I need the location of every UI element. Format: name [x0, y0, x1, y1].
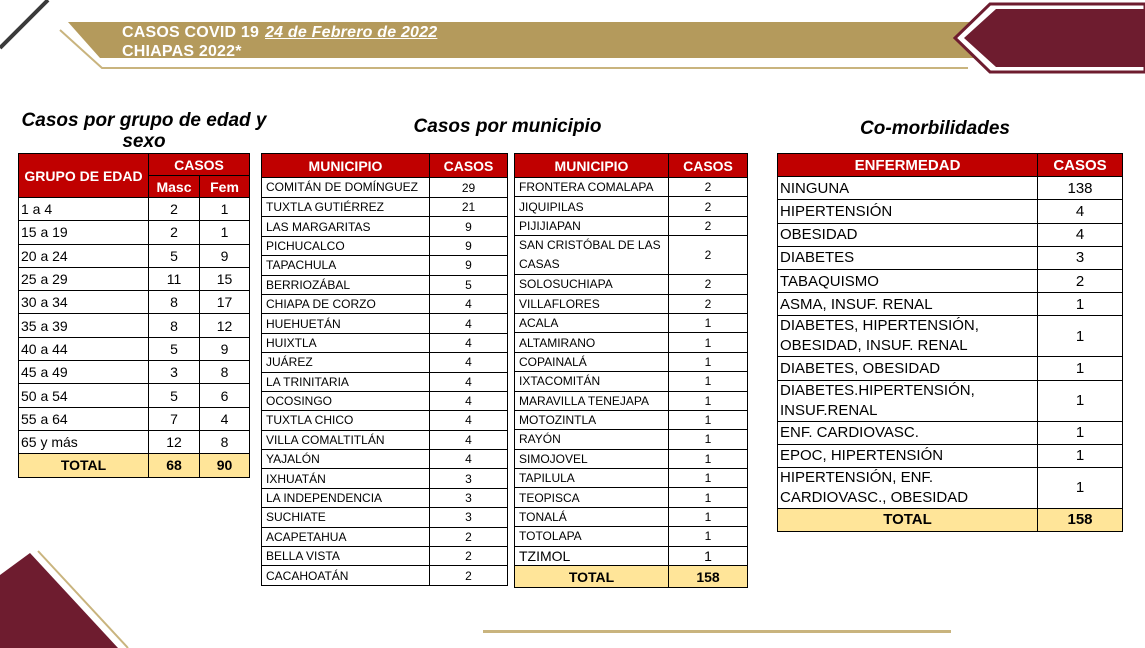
fem-count: 1: [200, 221, 250, 244]
total-label: TOTAL: [778, 508, 1038, 531]
municipio-section-title: Casos por municipio: [413, 116, 602, 137]
table-row: [515, 469, 748, 488]
table-row: [262, 275, 508, 294]
disease-name: DIABETES, HIPERTENSIÓN, OBESIDAD, INSUF. RENAL: [778, 316, 1038, 357]
table-row: [19, 198, 250, 221]
table-row: [515, 488, 748, 507]
comorbidity-section-title: Co-morbilidades: [860, 118, 1010, 139]
disease-cases: 1: [1038, 380, 1123, 421]
fem-count: 12: [200, 314, 250, 337]
masc-count: 3: [149, 361, 200, 384]
table-row: [515, 313, 748, 332]
corner-decoration: [0, 545, 130, 648]
municipio-cases: 2: [669, 294, 748, 313]
municipio-name: MARAVILLA TENEJAPA: [515, 391, 669, 410]
municipio-cases: 2: [669, 197, 748, 216]
table-row: [778, 177, 1123, 200]
municipio-cases: 4: [430, 294, 508, 313]
municipio-cases: 29: [430, 178, 508, 198]
age-group: 50 a 54: [19, 384, 149, 407]
col-header-masc: Masc: [149, 176, 200, 198]
disease-name: EPOC, HIPERTENSIÓN: [778, 444, 1038, 467]
municipio-name: HUEHUETÁN: [262, 314, 430, 333]
table-row: [515, 507, 748, 526]
table-row: [262, 469, 508, 488]
disease-cases: 2: [1038, 269, 1123, 292]
age-group: 30 a 34: [19, 291, 149, 314]
table-row: [515, 372, 748, 391]
table-row: [19, 337, 250, 360]
table-row: [262, 488, 508, 507]
disease-cases: 1: [1038, 316, 1123, 357]
disease-name: DIABETES: [778, 246, 1038, 269]
fem-count: 9: [200, 337, 250, 360]
disease-name: TABAQUISMO: [778, 269, 1038, 292]
fem-count: 15: [200, 267, 250, 290]
table-row: [778, 380, 1123, 421]
municipio-cases: 2: [430, 566, 508, 585]
title-line1: CASOS COVID 19: [122, 24, 260, 41]
table-row: [515, 391, 748, 410]
table-row: [262, 411, 508, 430]
masc-count: 2: [149, 221, 200, 244]
age-group: 15 a 19: [19, 221, 149, 244]
total-value: 158: [669, 566, 748, 588]
table-row: [19, 244, 250, 267]
disease-cases: 3: [1038, 246, 1123, 269]
table-row: [262, 391, 508, 410]
municipio-name: VILLAFLORES: [515, 294, 669, 313]
municipio-name: TAPACHULA: [262, 256, 430, 275]
table-row: [515, 178, 748, 197]
col-header-casos: CASOS: [430, 154, 508, 178]
table-row: [515, 430, 748, 449]
disease-cases: 1: [1038, 444, 1123, 467]
table-row: [19, 361, 250, 384]
municipio-cases: 9: [430, 236, 508, 255]
municipio-cases: 4: [430, 450, 508, 469]
municipio-name: ACALA: [515, 313, 669, 332]
municipio-cases: 2: [669, 275, 748, 294]
table-row: [262, 314, 508, 333]
municipio-name: TUXTLA GUTIÉRREZ: [262, 198, 430, 217]
municipio-name: TOTOLAPA: [515, 527, 669, 546]
municipio-cases: 1: [669, 372, 748, 391]
municipio-total-row: [515, 566, 748, 588]
total-masc: 68: [149, 454, 200, 477]
age-group: 35 a 39: [19, 314, 149, 337]
municipio-cases: 1: [669, 352, 748, 371]
col-header-casos: CASOS: [669, 154, 748, 178]
table-row: [778, 269, 1123, 292]
table-row: [778, 316, 1123, 357]
municipio-cases: 4: [430, 430, 508, 449]
age-sex-table: [18, 153, 250, 478]
municipio-cases: 2: [669, 216, 748, 235]
disease-name: ASMA, INSUF. RENAL: [778, 293, 1038, 316]
table-row: [778, 421, 1123, 444]
municipio-cases: 1: [669, 488, 748, 507]
fem-count: 9: [200, 244, 250, 267]
municipio-name: RAYÓN: [515, 430, 669, 449]
age-section-title: Casos por grupo de edad y sexo: [21, 110, 267, 152]
table-row: [515, 275, 748, 294]
table-row: [262, 508, 508, 527]
municipio-name: OCOSINGO: [262, 391, 430, 410]
table-row: [515, 197, 748, 216]
age-group: 20 a 24: [19, 244, 149, 267]
municipio-cases: 9: [430, 217, 508, 236]
municipio-name: TZIMOL: [515, 546, 669, 565]
municipio-cases: 3: [430, 469, 508, 488]
table-row: [262, 450, 508, 469]
fem-count: 8: [200, 361, 250, 384]
disease-name: OBESIDAD: [778, 223, 1038, 246]
total-label: TOTAL: [19, 454, 149, 477]
age-group: 45 a 49: [19, 361, 149, 384]
municipio-name: IXTACOMITÁN: [515, 372, 669, 391]
age-group: 1 a 4: [19, 198, 149, 221]
municipio-cases: 2: [669, 178, 748, 197]
table-row: [515, 546, 748, 565]
municipio-name: TUXTLA CHICO: [262, 411, 430, 430]
col-header-fem: Fem: [200, 176, 250, 198]
table-row: [515, 527, 748, 546]
municipio-cases: 1: [669, 527, 748, 546]
municipio-cases: 9: [430, 256, 508, 275]
table-row: [515, 236, 748, 275]
table-row: [262, 256, 508, 275]
municipio-name: SUCHIATE: [262, 508, 430, 527]
municipio-name: VILLA COMALTITLÁN: [262, 430, 430, 449]
municipio-name: COMITÁN DE DOMÍNGUEZ: [262, 178, 430, 198]
disease-cases: 1: [1038, 293, 1123, 316]
total-fem: 90: [200, 454, 250, 477]
municipio-name: TEOPISCA: [515, 488, 669, 507]
table-row: [778, 444, 1123, 467]
table-row: [262, 566, 508, 585]
municipio-name: JUÁREZ: [262, 353, 430, 372]
age-group: 65 y más: [19, 430, 149, 453]
table-row: [262, 527, 508, 546]
table-row: [19, 221, 250, 244]
municipio-table-right: [514, 153, 748, 588]
municipio-name: YAJALÓN: [262, 450, 430, 469]
municipio-table-left: [261, 153, 508, 586]
disease-cases: 138: [1038, 177, 1123, 200]
header-banner: [0, 0, 1145, 80]
fem-count: 4: [200, 407, 250, 430]
municipio-name: PIJIJIAPAN: [515, 216, 669, 235]
municipio-cases: 3: [430, 488, 508, 507]
table-row: [262, 198, 508, 217]
disease-name: ENF. CARDIOVASC.: [778, 421, 1038, 444]
municipio-cases: 2: [430, 547, 508, 566]
masc-count: 8: [149, 314, 200, 337]
masc-count: 7: [149, 407, 200, 430]
fem-count: 6: [200, 384, 250, 407]
age-group: 55 a 64: [19, 407, 149, 430]
municipio-cases: 4: [430, 333, 508, 352]
table-row: [515, 333, 748, 352]
table-row: [262, 217, 508, 236]
municipio-name: TONALÁ: [515, 507, 669, 526]
disease-name: HIPERTENSIÓN: [778, 200, 1038, 223]
municipio-cases: 1: [669, 391, 748, 410]
municipio-cases: 1: [669, 449, 748, 468]
disease-cases: 1: [1038, 357, 1123, 380]
disease-cases: 1: [1038, 467, 1123, 508]
municipio-cases: 1: [669, 313, 748, 332]
municipio-cases: 2: [669, 236, 748, 275]
disease-name: DIABETES, OBESIDAD: [778, 357, 1038, 380]
table-row: [515, 294, 748, 313]
municipio-cases: 3: [430, 508, 508, 527]
municipio-name: ACAPETAHUA: [262, 527, 430, 546]
municipio-cases: 4: [430, 372, 508, 391]
col-header-cases: CASOS: [149, 154, 250, 176]
table-row: [19, 291, 250, 314]
municipio-cases: 4: [430, 353, 508, 372]
age-group: 40 a 44: [19, 337, 149, 360]
disease-cases: 4: [1038, 200, 1123, 223]
table-row: [262, 430, 508, 449]
table-row: [515, 449, 748, 468]
banner-title: [122, 23, 437, 61]
municipio-cases: 1: [669, 430, 748, 449]
municipio-name: BELLA VISTA: [262, 547, 430, 566]
municipio-name: ALTAMIRANO: [515, 333, 669, 352]
table-row: [19, 267, 250, 290]
masc-count: 2: [149, 198, 200, 221]
age-group: 25 a 29: [19, 267, 149, 290]
municipio-name: SAN CRISTÓBAL DE LAS CASAS: [515, 236, 669, 275]
municipio-cases: 1: [669, 507, 748, 526]
comorbidity-table: [777, 153, 1123, 532]
table-row: [515, 410, 748, 429]
municipio-cases: 2: [430, 527, 508, 546]
col-header-cases: CASOS: [1038, 154, 1123, 177]
footer-divider: [483, 630, 951, 633]
disease-name: NINGUNA: [778, 177, 1038, 200]
municipio-cases: 1: [669, 546, 748, 565]
total-label: TOTAL: [515, 566, 669, 588]
municipio-cases: 1: [669, 333, 748, 352]
col-header-municipio: MUNICIPIO: [262, 154, 430, 178]
municipio-name: COPAINALÁ: [515, 352, 669, 371]
municipio-name: CACAHOATÁN: [262, 566, 430, 585]
table-row: [262, 236, 508, 255]
table-row: [19, 314, 250, 337]
disease-name: DIABETES.HIPERTENSIÓN, INSUF.RENAL: [778, 380, 1038, 421]
municipio-cases: 1: [669, 469, 748, 488]
table-row: [19, 407, 250, 430]
municipio-name: HUIXTLA: [262, 333, 430, 352]
disease-cases: 1: [1038, 421, 1123, 444]
table-row: [778, 293, 1123, 316]
table-row: [262, 333, 508, 352]
masc-count: 5: [149, 337, 200, 360]
col-header-age-group: GRUPO DE EDAD: [19, 154, 149, 198]
report-date: 24 de Febrero de 2022: [265, 24, 438, 41]
masc-count: 12: [149, 430, 200, 453]
table-row: [778, 467, 1123, 508]
table-row: [778, 200, 1123, 223]
municipio-cases: 21: [430, 198, 508, 217]
municipio-name: TAPILULA: [515, 469, 669, 488]
table-row: [19, 384, 250, 407]
col-header-disease: ENFERMEDAD: [778, 154, 1038, 177]
municipio-name: IXHUATÁN: [262, 469, 430, 488]
disease-cases: 4: [1038, 223, 1123, 246]
table-row: [262, 178, 508, 198]
municipio-name: FRONTERA COMALAPA: [515, 178, 669, 197]
municipio-name: JIQUIPILAS: [515, 197, 669, 216]
municipio-cases: 1: [669, 410, 748, 429]
comorbidity-total-row: [778, 508, 1123, 531]
fem-count: 8: [200, 430, 250, 453]
municipio-cases: 4: [430, 391, 508, 410]
municipio-name: SOLOSUCHIAPA: [515, 275, 669, 294]
table-row: [19, 430, 250, 453]
municipio-name: PICHUCALCO: [262, 236, 430, 255]
table-row: [778, 357, 1123, 380]
fem-count: 1: [200, 198, 250, 221]
municipio-name: SIMOJOVEL: [515, 449, 669, 468]
age-total-row: [19, 454, 250, 477]
masc-count: 11: [149, 267, 200, 290]
title-line2: CHIAPAS 2022*: [122, 43, 242, 60]
total-value: 158: [1038, 508, 1123, 531]
table-row: [262, 294, 508, 313]
municipio-name: LA INDEPENDENCIA: [262, 488, 430, 507]
masc-count: 5: [149, 244, 200, 267]
municipio-cases: 4: [430, 314, 508, 333]
table-row: [515, 216, 748, 235]
col-header-municipio: MUNICIPIO: [515, 154, 669, 178]
disease-name: HIPERTENSIÓN, ENF. CARDIOVASC., OBESIDAD: [778, 467, 1038, 508]
table-row: [778, 246, 1123, 269]
municipio-name: CHIAPA DE CORZO: [262, 294, 430, 313]
municipio-name: BERRIOZÁBAL: [262, 275, 430, 294]
table-row: [515, 352, 748, 371]
table-row: [778, 223, 1123, 246]
municipio-name: MOTOZINTLA: [515, 410, 669, 429]
masc-count: 8: [149, 291, 200, 314]
masc-count: 5: [149, 384, 200, 407]
table-row: [262, 372, 508, 391]
table-row: [262, 547, 508, 566]
municipio-name: LA TRINITARIA: [262, 372, 430, 391]
municipio-cases: 5: [430, 275, 508, 294]
municipio-cases: 4: [430, 411, 508, 430]
table-row: [262, 353, 508, 372]
fem-count: 17: [200, 291, 250, 314]
municipio-name: LAS MARGARITAS: [262, 217, 430, 236]
